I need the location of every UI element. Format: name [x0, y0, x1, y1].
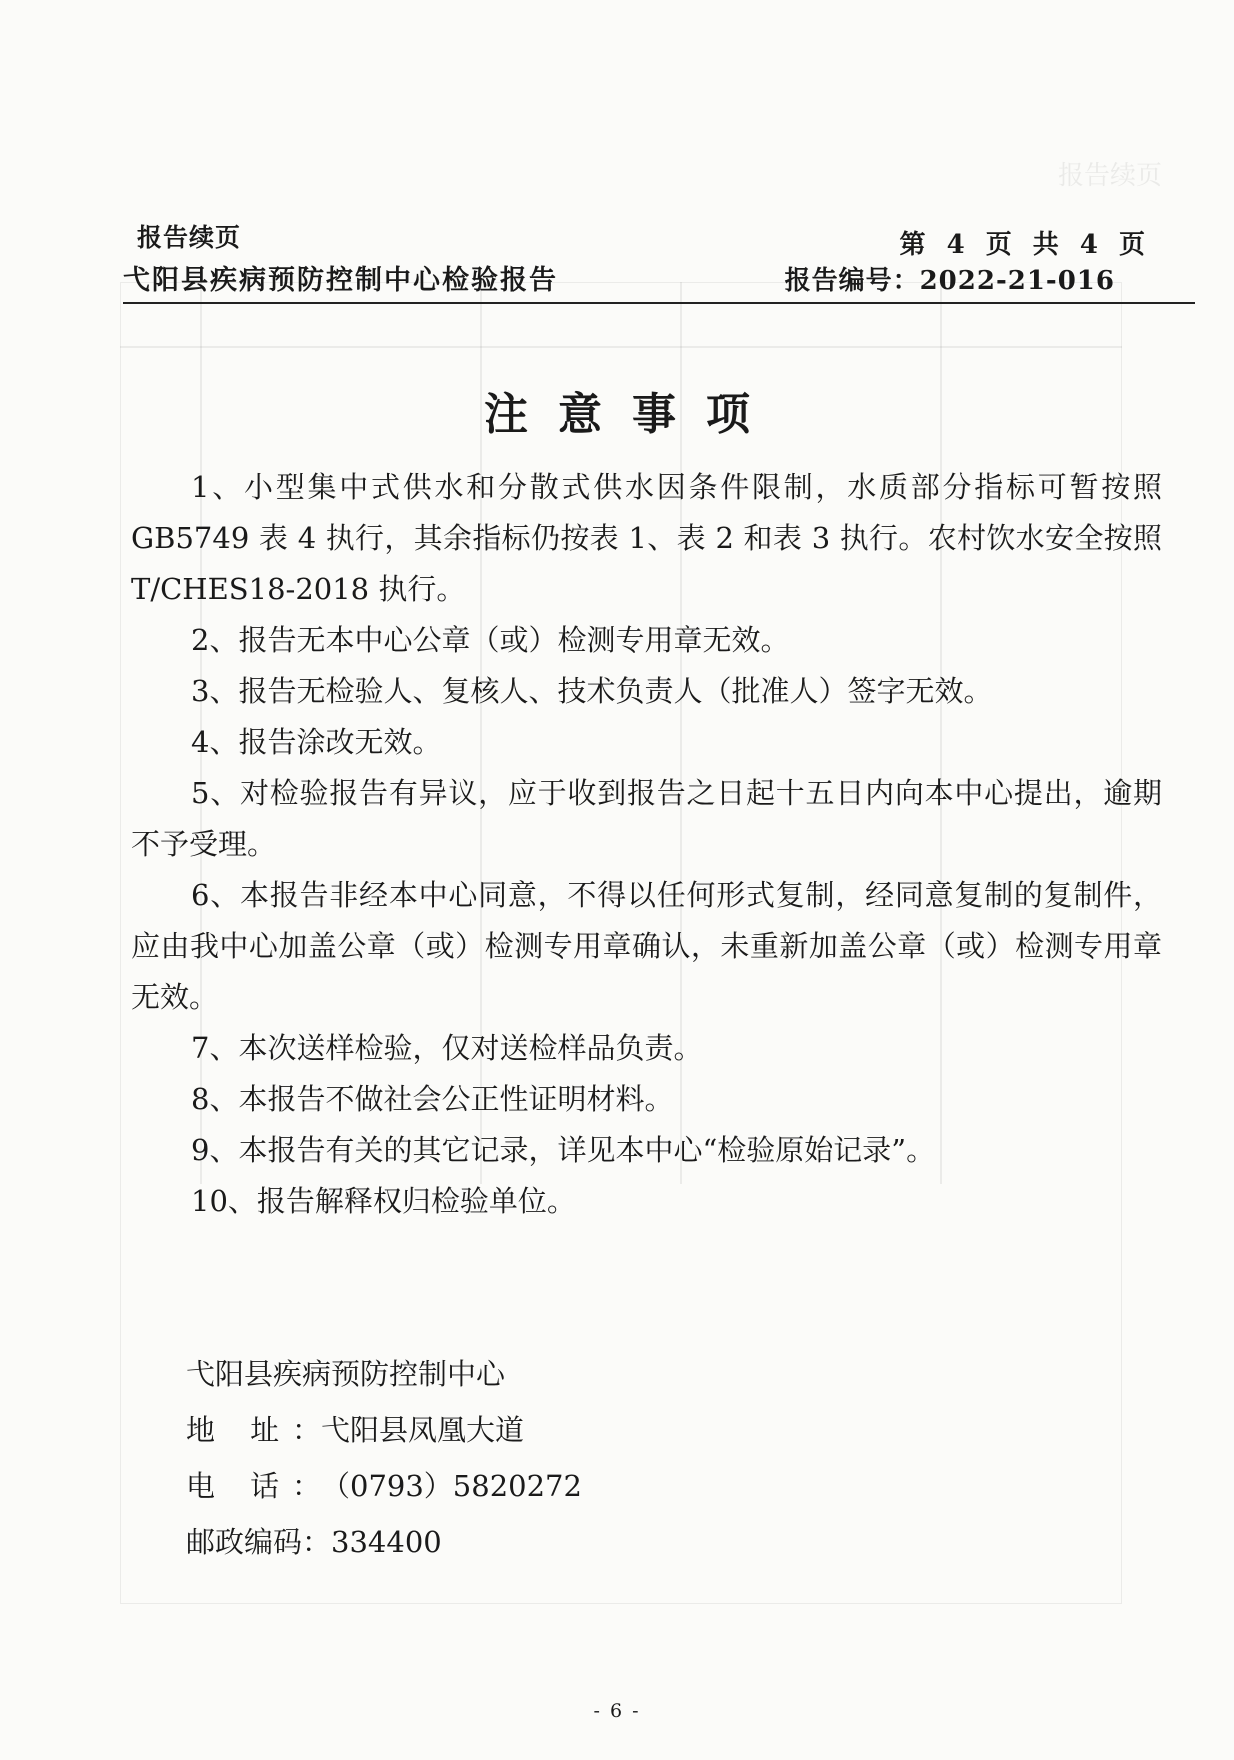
- org-phone-line: [186, 1458, 582, 1514]
- page-info: 第 4 页 共 4 页: [899, 230, 1147, 260]
- bleed-through-text: 报告续页: [1058, 161, 1163, 191]
- postcode-value: 334400: [331, 1525, 442, 1559]
- note-item: 4、报告涂改无效。: [191, 725, 442, 759]
- page-title: 注意事项: [484, 389, 780, 440]
- note-item: 9、本报告有关的其它记录，详见本中心“检验原始记录”。: [191, 1133, 936, 1167]
- note-item: 10、报告解释权归检验单位。: [191, 1184, 576, 1218]
- organization-info: [186, 1346, 582, 1570]
- postcode-label: 邮政编码：: [186, 1525, 332, 1559]
- report-number: 报告编号：2022-21-016: [784, 266, 1115, 296]
- address-label: 地 址：: [186, 1413, 321, 1447]
- report-title: 弋阳县疾病预防控制中心检验报告: [123, 265, 558, 296]
- note-item: 7、本次送样检验，仅对送检样品负责。: [191, 1031, 703, 1065]
- report-header: [123, 212, 1195, 304]
- continuation-label: 报告续页: [137, 223, 242, 252]
- note-item: 5、对检验报告有异议，应于收到报告之日起十五日内向本中心提出，逾期不予受理。: [131, 776, 1162, 861]
- note-item: 3、报告无检验人、复核人、技术负责人（批准人）签字无效。: [191, 674, 993, 708]
- note-item: 2、报告无本中心公章（或）检测专用章无效。: [191, 623, 790, 657]
- org-postcode-line: [186, 1514, 582, 1570]
- note-item: 1、小型集中式供水和分散式供水因条件限制，水质部分指标可暂按照GB5749 表 4 执行，其余指标仍按表 1、表 2 和表 3 执行。农村饮水安全按照 T/CHES18-2018 执行。: [131, 470, 1162, 606]
- bleed-through-rule: [120, 346, 1122, 348]
- phone-value: （0793）5820272: [321, 1469, 582, 1503]
- header-divider: [123, 302, 1195, 304]
- org-name-line: [186, 1346, 582, 1402]
- note-item: 6、本报告非经本中心同意，不得以任何形式复制，经同意复制的复制件，应由我中心加盖公章（或）检测专用章确认，未重新加盖公章（或）检测专用章无效。: [131, 878, 1162, 1014]
- org-address-line: [186, 1402, 582, 1458]
- address-value: 弋阳县凤凰大道: [321, 1413, 525, 1447]
- org-name: 弋阳县疾病预防控制中心: [186, 1357, 506, 1391]
- phone-label: 电 话：: [186, 1469, 321, 1503]
- page-number: - 6 -: [593, 1700, 641, 1722]
- notes-list: [131, 462, 1162, 1227]
- note-item: 8、本报告不做社会公正性证明材料。: [191, 1082, 674, 1116]
